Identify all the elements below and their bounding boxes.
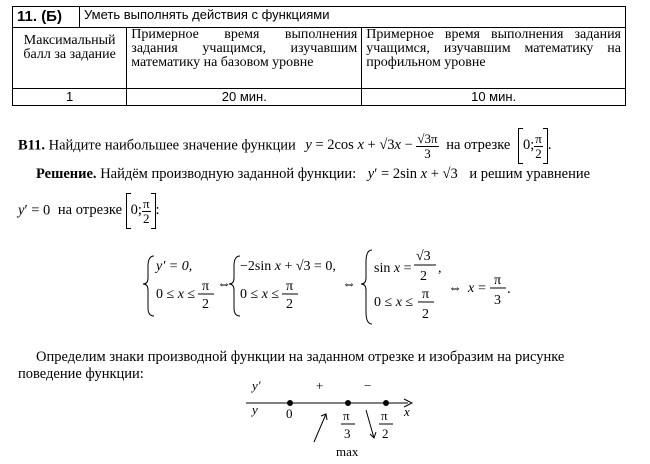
signs-text-1: Определим знаки производной функции на заданном отрезке и изобразим на рисунке [36,349,565,365]
svg-text:2: 2 [286,297,293,312]
solution-segment-label: на отрезке [57,202,123,219]
svg-text:2: 2 [420,269,427,284]
svg-text:y′ = 0,: y′ = 0, [156,259,193,274]
point-pi-third [345,400,351,406]
svg-text:√3: √3 [416,249,431,264]
svg-text:0 ≤ x ≤: 0 ≤ x ≤ [156,287,196,302]
increasing-arrow-icon [314,414,326,442]
svg-text:π: π [343,408,350,423]
svg-text:3: 3 [344,426,351,441]
value-max-score: 1 [13,89,127,106]
header-time-profile: Примерное время выполнения задания учащимся, изучавшим математику на профильном уровне [362,28,626,89]
svg-text:π: π [286,279,294,294]
svg-text:sin x =: sin x = [374,261,412,276]
svg-text:π: π [494,273,502,288]
task-topic: Уметь выполнять действия с функциями [80,7,626,28]
svg-text:π: π [422,287,430,302]
svg-text:,: , [438,261,442,276]
solution-segment: 0; $\frac{\pi}{2}$ : [126,202,160,218]
solution-text-1: Найдём производную заданной функции: [100,166,357,182]
svg-text:0 ≤ x ≤: 0 ≤ x ≤ [374,295,414,310]
svg-text:−2sin x + √3 = 0,: −2sin x + √3 = 0, [240,259,336,274]
tick-label-zero: 0 [286,406,293,421]
row-label-y: y [252,402,258,417]
svg-text:π: π [202,279,210,294]
svg-text:⇔: ⇔ [342,277,356,292]
solution-line-2 [18,193,160,229]
problem-segment: 0; $\frac{\pi}{2}$ . [518,137,551,153]
equation-systems [140,248,510,328]
svg-text:2: 2 [422,307,429,322]
task-number: 11. (Б) [13,7,80,28]
sign-plus: + [316,378,324,393]
final-dot: . [507,281,511,297]
problem-line [18,128,551,164]
header-time-basic: Примерное время выполнения задания учащимся, изучавшим математику на базовом уровне [127,28,362,89]
svg-text:0 ≤ x ≤: 0 ≤ x ≤ [240,287,280,302]
solution-label: Решение. [36,166,97,182]
row-label-yprime: y′ [252,378,261,393]
equation-zero: y′ = 0 [18,202,51,219]
decreasing-arrow-icon [366,410,374,438]
svg-text:x: x [468,281,475,296]
sign-diagram [240,376,420,464]
sign-minus: − [364,378,372,393]
point-pi-half [383,400,389,406]
svg-text:2: 2 [202,297,209,312]
tick-label-pi-half [379,408,393,441]
derivative-formula: y′ = 2sin x + √3 [367,166,458,182]
solution-line-1 [36,166,628,183]
tick-label-pi-third [341,408,355,441]
svg-text:⇔: ⇔ [217,277,231,292]
value-time-profile: 10 мин. [362,89,626,106]
solution-text-2: и решим уравнение [469,166,591,182]
value-time-basic: 20 мин. [127,89,362,106]
problem-segment-label: на отрезке [446,137,511,154]
svg-text:⇔: ⇔ [448,281,462,296]
problem-text: Найдите наибольшее значение функции [48,137,296,154]
task-info-table [12,6,626,106]
max-label: max [336,444,359,459]
svg-text:π: π [381,408,388,423]
problem-label: В11. [18,137,45,154]
header-max-score: Максимальный балл за задание [13,28,127,89]
function-formula: y = 2cos x + √3x − $\frac{√3\pi}{3}$ [305,130,438,161]
svg-text:=: = [478,281,486,296]
axis-label: x [404,404,410,419]
svg-text:2: 2 [382,426,389,441]
svg-text:3: 3 [494,293,501,308]
signs-text-2: поведение функции: [18,366,144,382]
